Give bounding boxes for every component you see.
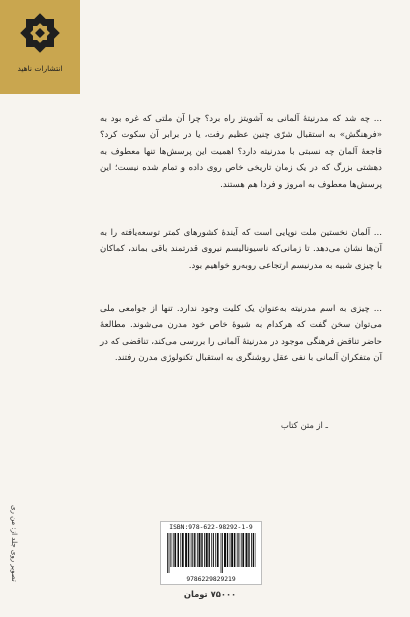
publisher-logo: [0, 0, 80, 94]
isbn-barcode-box: [160, 521, 262, 585]
blurb-paragraph-3: ... چیزی به اسم مدرنیته به‌عنوان یک کلیت وجود ندارد. تنها از جوامعی ملی می‌توان سخن گفت که هرکدام به شیوهٔ خاص خود مدرن می‌شوند. مطالعهٔ حاضر تناقض فرهنگی موجود در مدرنیتهٔ آلمانی را بررسی می‌کند، تناقضی که در آن متفکران آلمانی با نفی عقل روشنگری به استقبال تکنولوژی مدرن رفتند.: [100, 303, 382, 364]
barcode-number: 9786229829219: [186, 576, 236, 583]
star-emblem-icon: [17, 10, 63, 56]
blurb-paragraph-2: ... آلمان نخستین ملت نوپایی است که آیندهٔ کشورهای کمتر توسعه‌یافته را به آن‌ها نشان می‌دهد. تا زمانی‌که ناسیونالیسم نیروی قدرتمند باقی بماند، کماکان با چیزی شبیه به مدرنیسم ارتجاعی روبه‌رو خواهیم بود.: [100, 227, 382, 271]
blurb-paragraph-1: ... چه شد که مدرنیتهٔ آلمانی به آشویتز راه برد؟ چرا آن ملتی که غره بود به «فرهنگش» به استقبال شرّی چنین عظیم رفت، یا در برابر آن سکوت کرد؟ فاجعهٔ آلمان چه نسبتی با مدرنیته دارد؟ اهمیت این پرسش‌ها تنها معطوف به دهشتی بزرگ که در یک زمان تاریخی خاص روی داده و تمام شده نیست؛ این پرسش‌ها معطوف به امروز و فردا هم هستند.: [100, 113, 382, 190]
price-label: ۷۵۰۰۰ تومان: [183, 589, 237, 599]
publisher-name: انتشارات ناهید: [17, 64, 63, 73]
source-note: ـ از متن کتاب: [280, 420, 328, 430]
barcode-icon: [166, 533, 256, 573]
isbn-label: ISBN:978-622-98292-1-9: [169, 524, 253, 531]
cover-image-credit: تصویر روی جلد از: من ری: [10, 505, 18, 582]
